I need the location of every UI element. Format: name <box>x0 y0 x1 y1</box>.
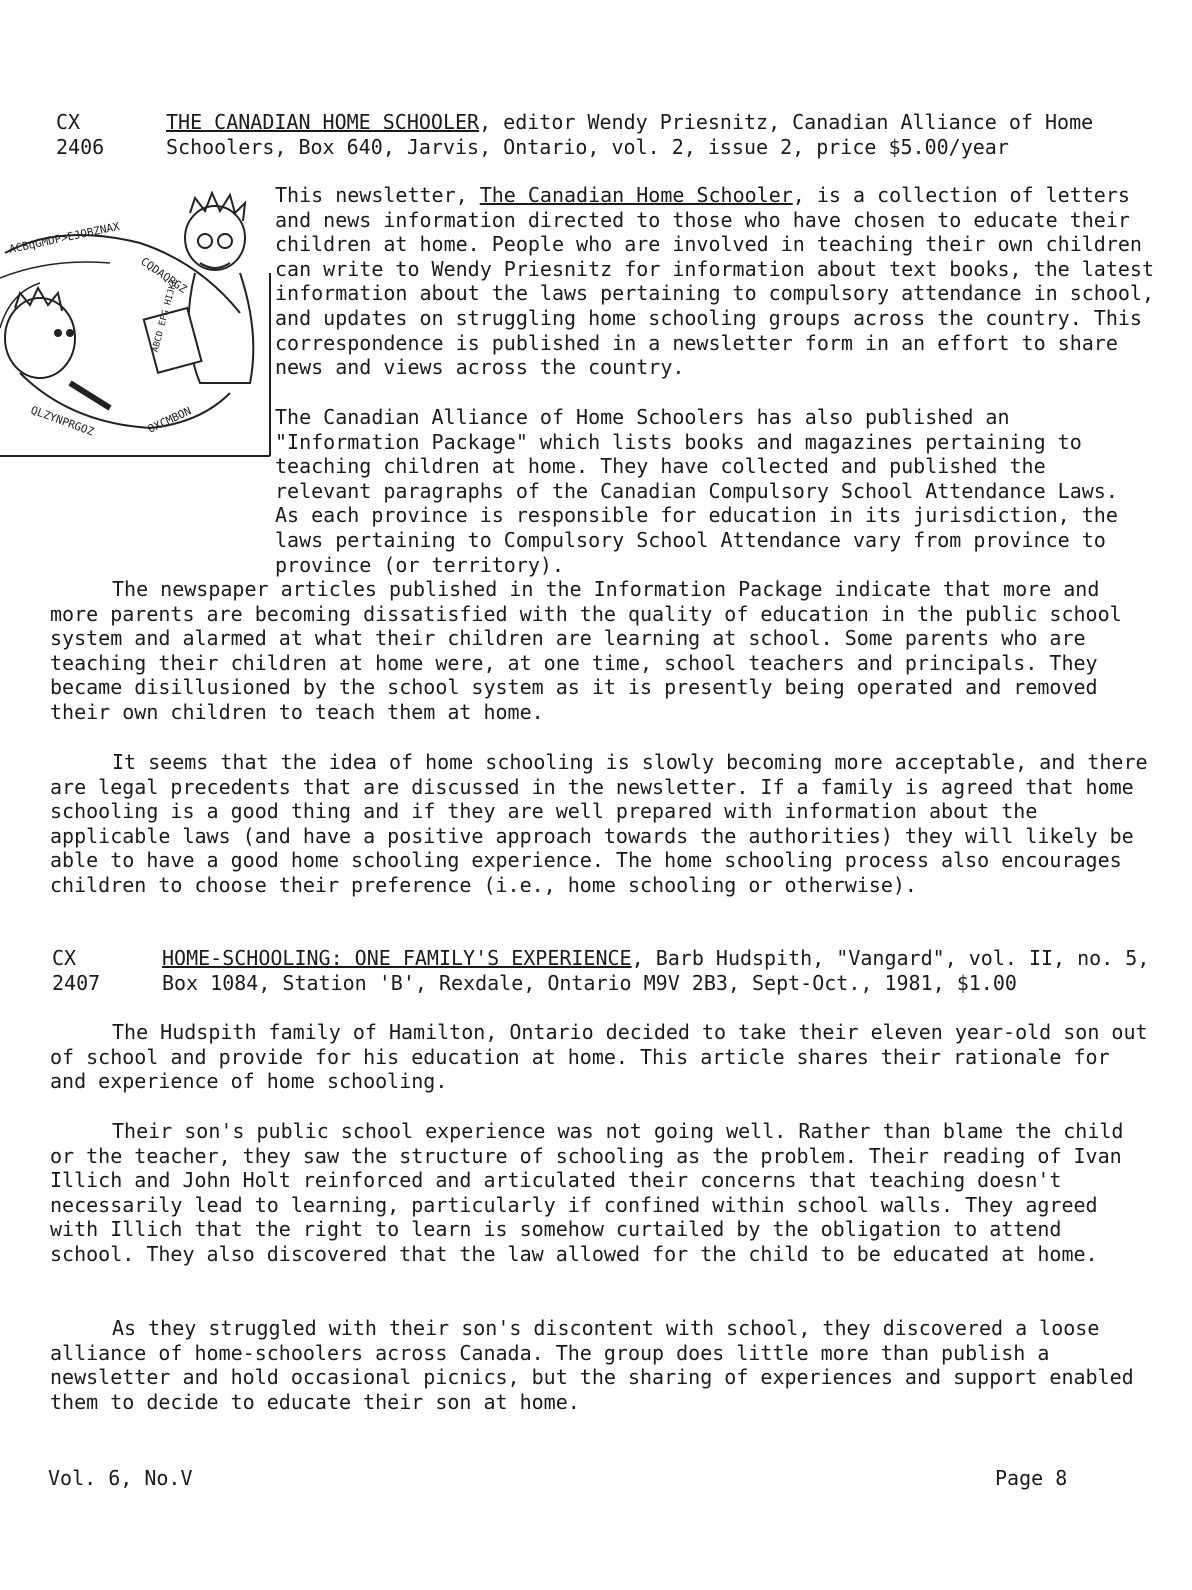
entry-number: 2406 <box>56 134 105 159</box>
page-number: Page 8 <box>995 1466 1068 1490</box>
paragraph <box>275 183 1165 380</box>
entry-title: HOME-SCHOOLING: ONE FAMILY'S EXPERIENCE <box>162 946 632 970</box>
svg-text:ACBqGMDP>EJOBZNAX: ACBqGMDP>EJOBZNAX <box>7 219 121 256</box>
svg-text:CQDAQRGZ: CQDAQRGZ <box>138 254 190 296</box>
entry-id <box>56 110 156 159</box>
paragraph-text: This newsletter, <box>275 183 480 207</box>
svg-text:OXCMBON: OXCMBON <box>145 404 194 436</box>
entry-code: CX <box>52 946 77 970</box>
slate-text: ABCD EFG HIJKL <box>150 277 180 354</box>
paragraph-text: The Canadian Alliance of Home Schoolers has also published an "Information Package" which lists books and magazines pertaining to teaching children at home. They have collected and published the relevant paragraphs of the Canadian Compulsory School Attendance Laws. As each province is responsible for education in its jurisdiction, the laws pertaining to Compulsory School Attendance vary from province to province (or territory). <box>275 405 1118 577</box>
entry-citation <box>162 946 1172 995</box>
newsletter-title: The Canadian Home Schooler <box>479 183 793 207</box>
entry-code: CX <box>56 110 81 134</box>
citation-text: , editor Wendy Priesnitz, Canadian Alliance of Home Schoolers, Box 640, Jarvis, Ontario, vol. 2, issue 2, price $5.00/year <box>166 110 1094 159</box>
paragraph: Their son's public school experience was not going well. Rather than blame the child or the teacher, they saw the structure of schooling as the problem. Their reading of Ivan Illich and John Holt reinforced and articulated their concerns that teaching doesn't necessarily lead to learning, particularly if confined within school walls. They agreed with Illich that the right to learn is somehow curtailed by the obligation to attend school. They also discovered that the law allowed for the child to be educated at home. <box>50 1119 1124 1266</box>
entry-citation <box>166 110 1176 159</box>
citation-text: , Barb Hudspith, "Vangard", vol. II, no. 5, Box 1084, Station 'B', Rexdale, Ontario M9V 2B3, Sept-Oct., 1981, $1.00 <box>162 946 1150 995</box>
paragraph: The newspaper articles published in the Information Package indicate that more and more parents are becoming dissatisfied with the quality of education in the public school system and alarmed at what their children are learning at school. Some parents who are teaching their children at home were, at one time, school teachers and principals. They became disillusioned by the school system as it is presently being operated and removed their own children to teach them at home. <box>50 577 1122 724</box>
paragraph: The Hudspith family of Hamilton, Ontario decided to take their eleven year-old son out of school and provide for his education at home. This article shares their rationale for and experience of home schooling. <box>50 1020 1148 1094</box>
entry-id <box>52 946 152 995</box>
svg-text:QLZYNPRGOZ: QLZYNPRGOZ <box>28 403 96 439</box>
entry-number: 2407 <box>52 970 101 995</box>
volume-number: Vol. 6, No.V <box>48 1466 193 1490</box>
entry-title: THE CANADIAN HOME SCHOOLER <box>166 110 480 134</box>
paragraph-text: , is a collection of letters and news information directed to those who have chosen to educate their children at home. People who are involved in teaching their own children can write to Wendy Priesnitz for information about text books, the latest information about the laws pertaining to compulsory attendance in school, and updates on struggling home schooling groups across the country. This correspondence is published in a newsletter form in an effort to share news and views across the country. <box>275 183 1154 380</box>
paragraph <box>50 405 1150 577</box>
paragraph: It seems that the idea of home schooling is slowly becoming more acceptable, and there are legal precedents that are discussed in the newsletter. If a family is agreed that home schooling is a good thing and if they are well prepared with information about the applicable laws (and have a positive approach towards the authorities) they will likely be able to have a good home schooling experience. The home schooling process also encourages children to choose their preference (i.e., home schooling or otherwise). <box>50 750 1148 897</box>
paragraph: As they struggled with their son's discontent with school, they discovered a loose alliance of home-schoolers across Canada. The group does little more than publish a newsletter and hold occasional picnics, but the sharing of experiences and support enabled them to decide to educate their son at home. <box>50 1316 1134 1414</box>
